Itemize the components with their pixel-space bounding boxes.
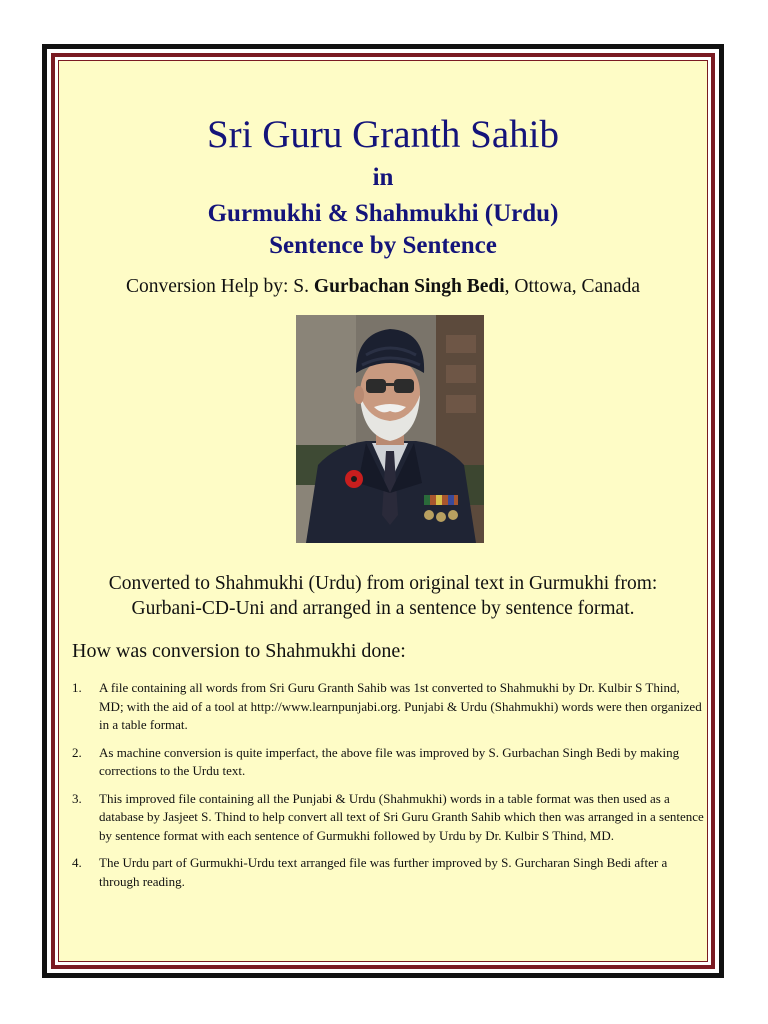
list-item [72,744,704,781]
list-item [72,790,704,846]
list-item-number: 4. [72,855,82,870]
list-item [72,854,704,891]
conversion-source-note [59,571,707,621]
portrait-illustration [296,315,484,543]
page-frame-red-border [51,53,715,969]
subtitle-in: in [372,164,394,191]
list-item-text: This improved file containing all the Punjabi & Urdu (Shahmukhi) words in a table format was then used as a database by Jasjeet S. Thind to help convert all text of Sri Guru Granth Sahib which then was arranged in a sentence by sentence format with each sentence of Gurmukhi followed by Urdu by Dr. Kulbir S Thind, MD. [99,790,704,843]
page-body [58,60,708,962]
list-item [72,679,704,735]
page-content [59,61,707,961]
page-frame [42,44,724,978]
conversion-note-line-1: Converted to Shahmukhi (Urdu) from original text in Gurmukhi from: [108,573,658,594]
section-heading: How was conversion to Shahmukhi done: [72,640,406,662]
portrait-photo [296,315,484,543]
credit-name: Gurbachan Singh Bedi [313,276,505,297]
steps-list [72,679,704,900]
list-item-text: As machine conversion is quite imperfact, the above file was improved by S. Gurbachan Singh Bedi by making corrections to the Urdu text. [99,744,680,778]
page-title: Sri Guru Granth Sahib [206,113,560,156]
list-item-number: 3. [72,790,82,806]
credit-prefix: Conversion Help by: S. [125,276,314,297]
conversion-note-line-2: Gurbani-CD-Uni and arranged in a sentence by sentence format. [131,598,635,619]
list-item-text: A file containing all words from Sri Guru Granth Sahib was 1st converted to Shahmukhi by Dr. Kulbir S Thind, MD; with the aid of a tool at http://www.learnpunjabi.org. Punjabi & Urdu (Shahmukhi) words were then organized in a table format. [99,680,702,732]
subtitle-format: Sentence by Sentence [269,232,497,259]
list-item-number: 1. [72,680,82,695]
list-item-text: The Urdu part of Gurmukhi-Urdu text arranged file was further improved by S. Gurcharan Singh Bedi after a through reading. [99,855,668,889]
subtitle-scripts: Gurmukhi & Shahmukhi (Urdu) [207,200,559,227]
credit-line [59,275,707,299]
list-item-number: 2. [72,744,82,760]
credit-suffix: , Ottowa, Canada [504,276,641,297]
